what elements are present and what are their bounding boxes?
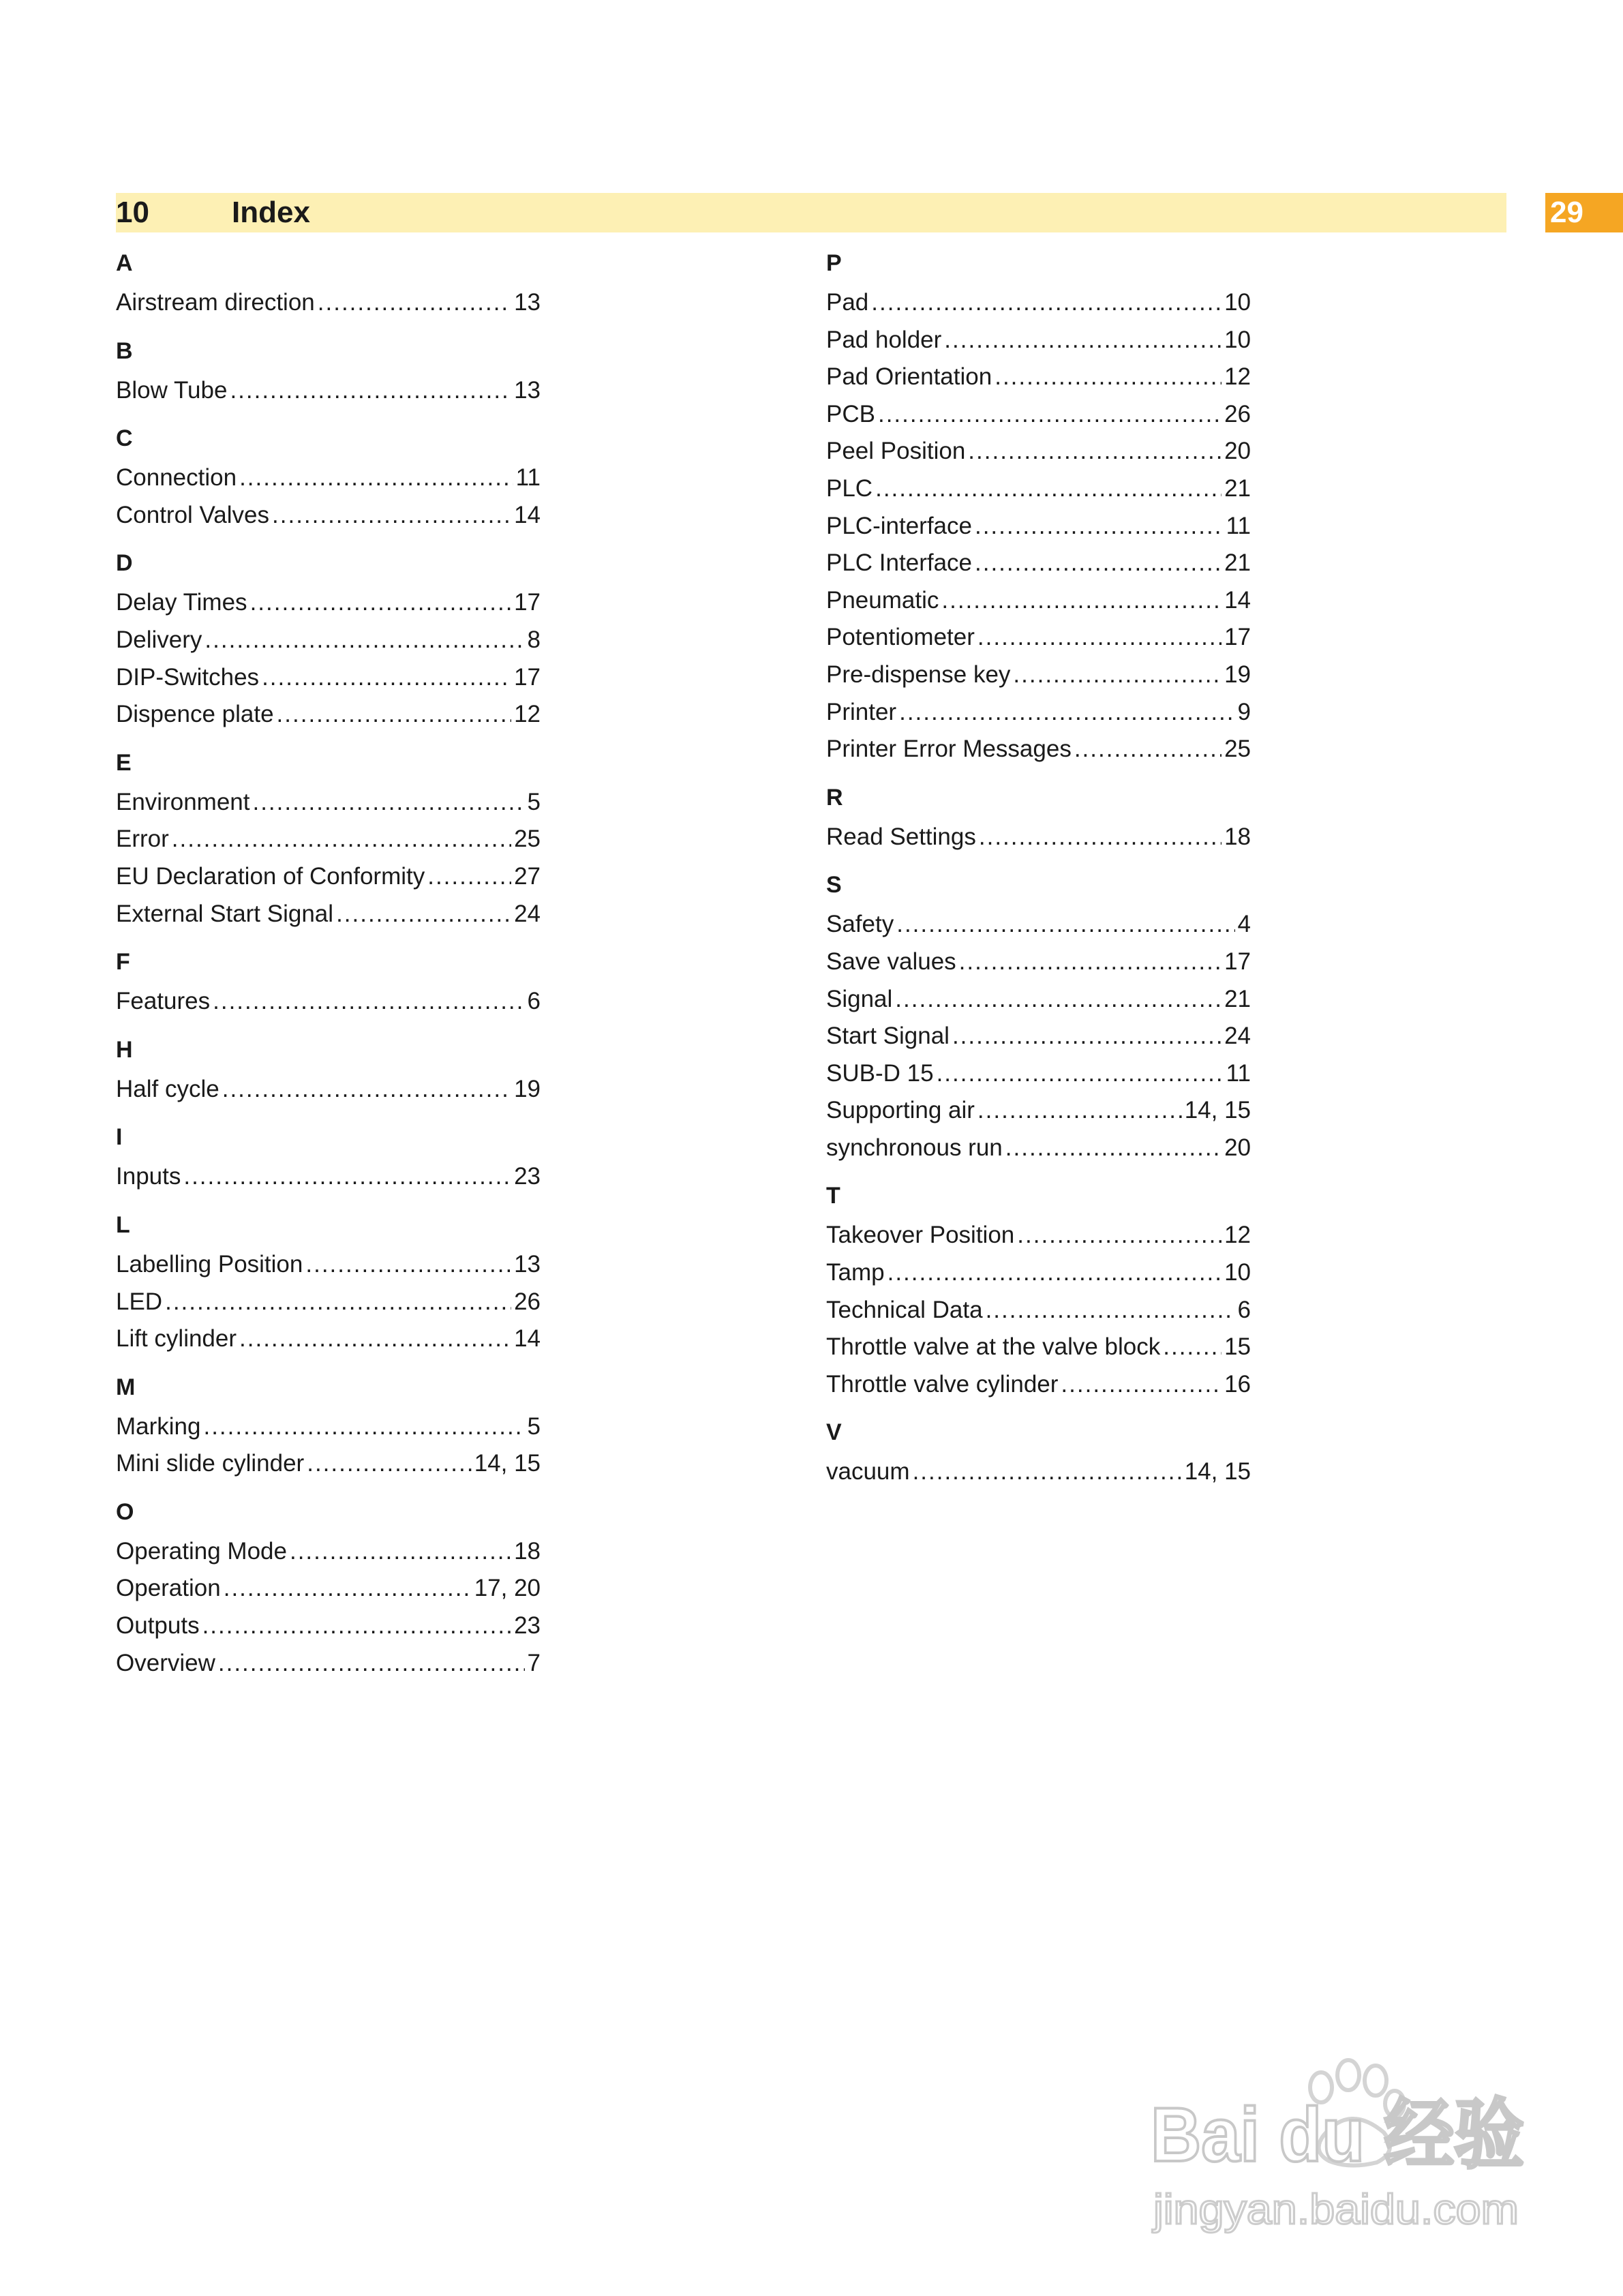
index-entry-potentiometer xyxy=(826,619,1251,656)
index-entry-safety xyxy=(826,906,1251,943)
index-term: Throttle valve at the valve block xyxy=(826,1333,1161,1361)
dot-leader xyxy=(427,858,511,896)
index-entry-pcb xyxy=(826,396,1251,434)
index-page-ref: 11 xyxy=(515,464,541,492)
dot-leader xyxy=(937,1055,1224,1093)
index-page-ref: 19 xyxy=(1224,661,1251,688)
dot-leader xyxy=(305,1246,511,1284)
index-letter-a: A xyxy=(116,250,133,276)
index-entry-pneumatic xyxy=(826,582,1251,620)
index-letter-c: C xyxy=(116,425,133,452)
dot-leader xyxy=(895,981,1222,1018)
page-number-badge: 29 xyxy=(1545,193,1623,232)
dot-leader xyxy=(1061,1366,1222,1404)
index-entry-plc-interface xyxy=(826,508,1251,545)
index-term: Lift cylinder xyxy=(116,1325,237,1353)
index-letter-e: E xyxy=(116,749,132,776)
index-entry-pre-dispense-key xyxy=(826,656,1251,694)
index-page-ref: 26 xyxy=(1224,400,1251,427)
index-term: Signal xyxy=(826,985,893,1012)
index-term: synchronous run xyxy=(826,1134,1003,1161)
index-term: Pre-dispense key xyxy=(826,661,1011,688)
index-entry-vacuum xyxy=(826,1453,1251,1491)
index-column-left xyxy=(116,242,541,1682)
index-entry-supporting-air xyxy=(826,1092,1251,1130)
index-entry-sub-d-15 xyxy=(826,1055,1251,1093)
index-page-ref: 21 xyxy=(1224,549,1251,577)
index-letter-t: T xyxy=(826,1183,840,1209)
index-page-ref: 13 xyxy=(514,1250,541,1278)
index-page-ref: 17, 20 xyxy=(474,1575,541,1602)
dot-leader xyxy=(213,983,524,1021)
index-entry-read-settings xyxy=(826,819,1251,856)
index-entry-environment xyxy=(116,784,541,821)
index-letter-s: S xyxy=(826,872,842,898)
index-page-ref: 17 xyxy=(1224,624,1251,651)
dot-leader xyxy=(224,1570,472,1607)
index-page-ref: 25 xyxy=(514,826,541,853)
index-letter-v: V xyxy=(826,1419,842,1446)
header-band xyxy=(116,193,1506,232)
index-entry-pad-holder xyxy=(826,322,1251,359)
index-page-ref: 20 xyxy=(1224,438,1251,465)
index-term: Labelling Position xyxy=(116,1250,303,1278)
index-entry-delivery xyxy=(116,622,541,659)
index-letter-r: R xyxy=(826,784,843,811)
dot-leader xyxy=(239,459,513,497)
index-term: SUB-D 15 xyxy=(826,1059,934,1087)
index-page-ref: 11 xyxy=(1226,1059,1251,1087)
dot-leader xyxy=(262,659,511,697)
index-entry-blow-tube xyxy=(116,372,541,410)
index-entry-control-valves xyxy=(116,497,541,534)
page-title: Index xyxy=(232,196,310,229)
index-term: Technical Data xyxy=(826,1296,983,1323)
index-term: Error xyxy=(116,826,169,853)
index-page-ref: 18 xyxy=(1224,823,1251,850)
index-letter-l: L xyxy=(116,1211,130,1238)
dot-leader xyxy=(172,821,511,858)
index-term: Peel Position xyxy=(826,438,966,465)
dot-leader xyxy=(995,359,1222,396)
index-term: Operation xyxy=(116,1575,221,1602)
dot-leader xyxy=(307,1445,471,1483)
index-page-ref: 17 xyxy=(514,663,541,691)
index-page-ref: 19 xyxy=(514,1075,541,1102)
index-page-ref: 10 xyxy=(1224,289,1251,316)
dot-leader xyxy=(218,1645,525,1682)
index-term: Takeover Position xyxy=(826,1222,1015,1249)
index-page-ref: 20 xyxy=(1224,1134,1251,1161)
index-term: Supporting air xyxy=(826,1097,975,1124)
index-page-ref: 23 xyxy=(514,1163,541,1190)
dot-leader xyxy=(888,1254,1222,1292)
index-entry-lift-cylinder xyxy=(116,1320,541,1358)
index-entry-plc-interface xyxy=(826,545,1251,582)
dot-leader xyxy=(250,584,512,622)
index-column-right xyxy=(826,242,1251,1491)
dot-leader xyxy=(1074,731,1222,768)
index-entry-peel-position xyxy=(826,433,1251,470)
index-letter-b: B xyxy=(116,337,133,364)
index-entry-save-values xyxy=(826,943,1251,981)
index-entry-error xyxy=(116,821,541,858)
index-term: PLC-interface xyxy=(826,512,972,539)
index-term: Printer Error Messages xyxy=(826,736,1072,763)
index-entry-airstream-direction xyxy=(116,284,541,322)
index-term: vacuum xyxy=(826,1458,910,1485)
dot-leader xyxy=(230,372,511,410)
index-entry-led xyxy=(116,1284,541,1321)
dot-leader xyxy=(975,508,1224,545)
index-page-ref: 25 xyxy=(1224,736,1251,763)
index-term: PCB xyxy=(826,400,875,427)
index-entry-features xyxy=(116,983,541,1021)
index-page-ref: 5 xyxy=(527,1413,541,1440)
dot-leader xyxy=(336,896,511,933)
index-term: Features xyxy=(116,988,211,1015)
index-term: Read Settings xyxy=(826,823,976,850)
index-page-ref: 10 xyxy=(1224,326,1251,353)
index-page-ref: 16 xyxy=(1224,1370,1251,1398)
index-term: Pad holder xyxy=(826,326,942,353)
index-entry-labelling-position xyxy=(116,1246,541,1284)
index-page-ref: 12 xyxy=(1224,363,1251,391)
chapter-number: 10 xyxy=(116,196,149,229)
baidu-jingyan-watermark xyxy=(1145,2045,1527,2250)
index-entry-printer-error-messages xyxy=(826,731,1251,768)
index-entry-tamp xyxy=(826,1254,1251,1292)
dot-leader xyxy=(968,433,1222,470)
index-term: Marking xyxy=(116,1413,201,1440)
index-page-ref: 15 xyxy=(1224,1333,1251,1361)
index-term: Potentiometer xyxy=(826,624,975,651)
index-term: Throttle valve cylinder xyxy=(826,1370,1059,1398)
dot-leader xyxy=(1017,1217,1222,1254)
index-entry-plc xyxy=(826,470,1251,508)
index-page-ref: 24 xyxy=(1224,1023,1251,1050)
index-entry-signal xyxy=(826,981,1251,1018)
index-page-ref: 12 xyxy=(1224,1222,1251,1249)
index-page-ref: 21 xyxy=(1224,474,1251,502)
index-page-ref: 4 xyxy=(1237,911,1251,938)
index-letter-f: F xyxy=(116,949,130,976)
index-page-ref: 14 xyxy=(514,501,541,528)
dot-leader xyxy=(899,694,1234,731)
index-term: PLC xyxy=(826,474,873,502)
index-page-ref: 24 xyxy=(514,900,541,927)
index-term: Environment xyxy=(116,788,250,815)
index-entry-mini-slide-cylinder xyxy=(116,1445,541,1483)
index-term: Save values xyxy=(826,948,956,975)
dot-leader xyxy=(878,396,1222,434)
index-term: Mini slide cylinder xyxy=(116,1450,305,1477)
index-page-ref: 14, 15 xyxy=(474,1450,541,1477)
index-page-ref: 14, 15 xyxy=(1184,1097,1251,1124)
index-entry-delay-times xyxy=(116,584,541,622)
index-term: Delay Times xyxy=(116,589,247,616)
dot-leader xyxy=(318,284,511,322)
index-letter-m: M xyxy=(116,1374,136,1400)
index-entry-printer xyxy=(826,694,1251,731)
index-letter-h: H xyxy=(116,1036,133,1063)
index-page-ref: 17 xyxy=(1224,948,1251,975)
index-page-ref: 9 xyxy=(1237,698,1251,725)
index-entry-dip-switches xyxy=(116,659,541,697)
index-page-ref: 14 xyxy=(1224,586,1251,614)
index-page-ref: 23 xyxy=(514,1612,541,1640)
index-term: PLC Interface xyxy=(826,549,972,577)
index-entry-technical-data xyxy=(826,1292,1251,1329)
index-term: Tamp xyxy=(826,1259,885,1286)
dot-leader xyxy=(959,943,1222,981)
index-page-ref: 11 xyxy=(1226,512,1251,539)
dot-leader xyxy=(913,1453,1182,1491)
index-page-ref: 5 xyxy=(527,788,541,815)
index-entry-throttle-valve-cylinder xyxy=(826,1366,1251,1404)
dot-leader xyxy=(204,622,524,659)
index-entry-eu-declaration-of-conformity xyxy=(116,858,541,896)
index-page-ref: 10 xyxy=(1224,1259,1251,1286)
index-entry-start-signal xyxy=(826,1018,1251,1055)
dot-leader xyxy=(290,1533,511,1571)
index-entry-operating-mode xyxy=(116,1533,541,1571)
index-page-ref: 14 xyxy=(514,1325,541,1353)
index-page-ref: 18 xyxy=(514,1537,541,1565)
dot-leader xyxy=(875,470,1222,508)
index-page-ref: 13 xyxy=(514,289,541,316)
index-entry-marking xyxy=(116,1408,541,1446)
dot-leader xyxy=(183,1158,511,1196)
dot-leader xyxy=(252,784,524,821)
index-term: Inputs xyxy=(116,1163,181,1190)
index-term: Outputs xyxy=(116,1612,200,1640)
index-page-ref: 14, 15 xyxy=(1184,1458,1251,1485)
index-letter-d: D xyxy=(116,550,133,577)
index-page-ref: 17 xyxy=(514,589,541,616)
index-page-ref: 7 xyxy=(527,1649,541,1676)
dot-leader xyxy=(165,1284,511,1321)
dot-leader xyxy=(203,1408,524,1446)
index-term: DIP-Switches xyxy=(116,663,260,691)
index-entry-throttle-valve-at-the-valve-block xyxy=(826,1329,1251,1366)
index-term: Printer xyxy=(826,698,897,725)
dot-leader xyxy=(896,906,1234,943)
index-term: Blow Tube xyxy=(116,376,228,404)
index-term: LED xyxy=(116,1288,163,1315)
index-entry-synchronous-run xyxy=(826,1130,1251,1167)
index-term: Airstream direction xyxy=(116,289,315,316)
index-page-ref: 26 xyxy=(514,1288,541,1315)
watermark-brand: Bai du 经验 xyxy=(1151,2092,1524,2177)
index-entry-connection xyxy=(116,459,541,497)
dot-leader xyxy=(239,1320,511,1358)
dot-leader xyxy=(272,497,511,534)
dot-leader xyxy=(1163,1329,1222,1366)
dot-leader xyxy=(1013,656,1222,694)
index-term: Pad xyxy=(826,289,869,316)
index-page-ref: 27 xyxy=(514,862,541,890)
dot-leader xyxy=(952,1018,1222,1055)
index-term: Overview xyxy=(116,1649,215,1676)
dot-leader xyxy=(986,1292,1235,1329)
dot-leader xyxy=(277,696,512,734)
index-term: Delivery xyxy=(116,626,202,653)
index-entry-inputs xyxy=(116,1158,541,1196)
index-page-ref: 6 xyxy=(527,988,541,1015)
index-entry-operation xyxy=(116,1570,541,1607)
index-entry-pad-orientation xyxy=(826,359,1251,396)
dot-leader xyxy=(222,1071,511,1108)
dot-leader xyxy=(941,582,1222,620)
index-term: EU Declaration of Conformity xyxy=(116,862,425,890)
dot-leader xyxy=(202,1607,511,1645)
index-page-ref: 12 xyxy=(514,701,541,728)
index-term: Half cycle xyxy=(116,1075,219,1102)
index-term: Pneumatic xyxy=(826,586,939,614)
index-term: External Start Signal xyxy=(116,900,334,927)
index-letter-p: P xyxy=(826,250,842,276)
watermark-url: jingyan.baidu.com xyxy=(1151,2186,1519,2233)
index-entry-pad xyxy=(826,284,1251,322)
dot-leader xyxy=(977,1092,1182,1130)
index-term: Start Signal xyxy=(826,1023,950,1050)
index-term: Operating Mode xyxy=(116,1537,287,1565)
index-page-ref: 8 xyxy=(527,626,541,653)
dot-leader xyxy=(1005,1130,1222,1167)
index-term: Control Valves xyxy=(116,501,270,528)
index-entry-overview xyxy=(116,1645,541,1682)
index-letter-o: O xyxy=(116,1498,134,1525)
index-page-ref: 21 xyxy=(1224,985,1251,1012)
index-entry-dispence-plate xyxy=(116,696,541,734)
index-letter-i: I xyxy=(116,1124,123,1151)
index-term: Pad Orientation xyxy=(826,363,992,391)
dot-leader xyxy=(975,545,1222,582)
index-term: Dispence plate xyxy=(116,701,274,728)
index-page-ref: 6 xyxy=(1237,1296,1251,1323)
index-entry-takeover-position xyxy=(826,1217,1251,1254)
index-term: Safety xyxy=(826,911,894,938)
dot-leader xyxy=(944,322,1222,359)
dot-leader xyxy=(871,284,1222,322)
index-entry-half-cycle xyxy=(116,1071,541,1108)
dot-leader xyxy=(979,819,1222,856)
index-entry-outputs xyxy=(116,1607,541,1645)
index-page-ref: 13 xyxy=(514,376,541,404)
index-term: Connection xyxy=(116,464,237,492)
dot-leader xyxy=(977,619,1222,656)
index-entry-external-start-signal xyxy=(116,896,541,933)
